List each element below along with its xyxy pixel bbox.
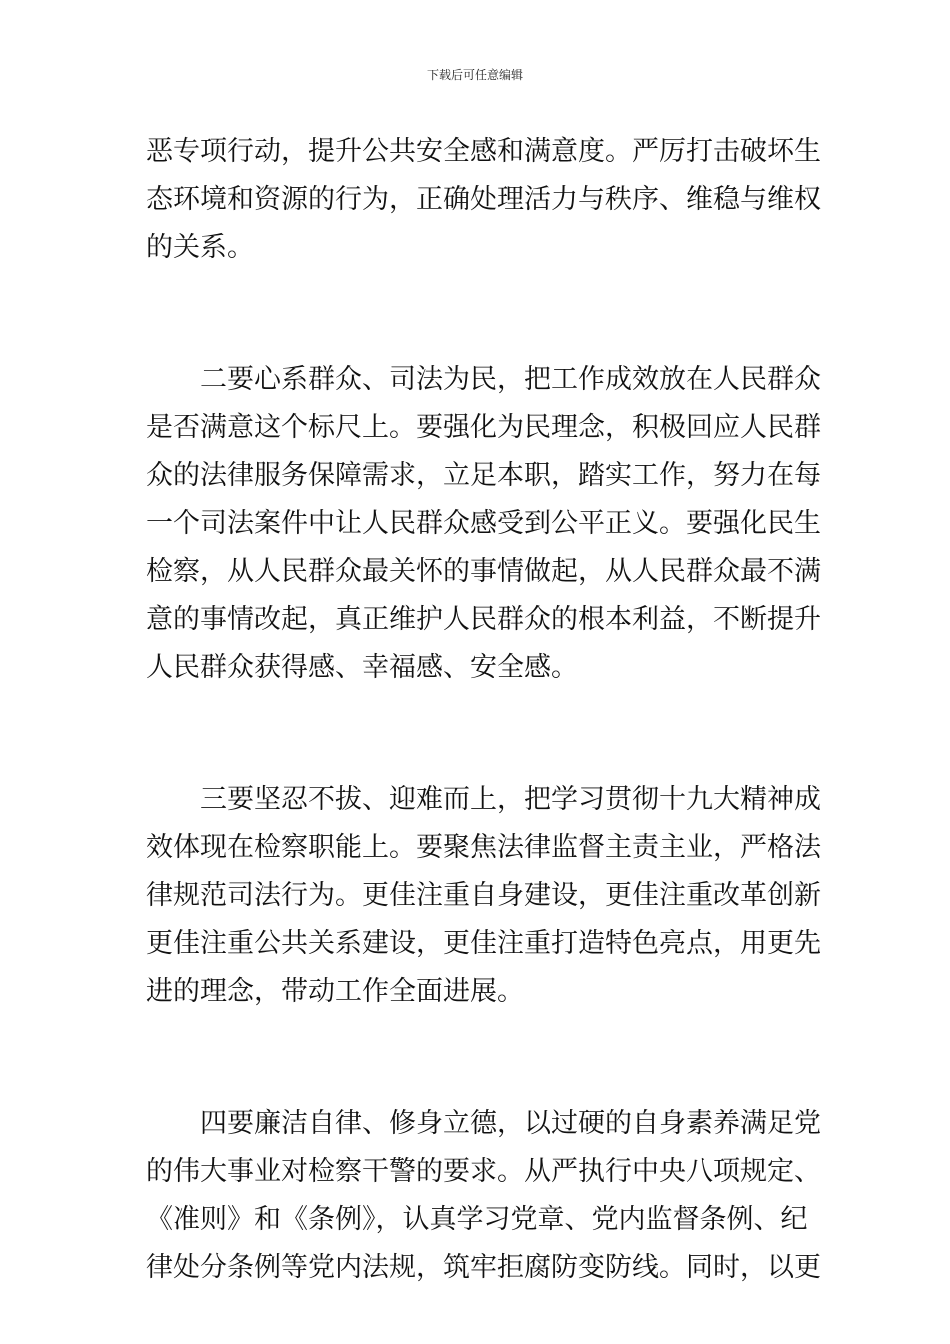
text-line: 进的理念，带动工作全面进展。 <box>146 976 524 1007</box>
text-line: 律规范司法行为。更佳注重自身建设，更佳注重改革创新 <box>146 880 821 911</box>
text-line: 四要廉洁自律、修身立德，以过硬的自身素养满足党 <box>200 1108 821 1139</box>
text-line: 效体现在检察职能上。要聚焦法律监督主责主业，严格法 <box>146 832 821 863</box>
text-line: 是否满意这个标尺上。要强化为民理念，积极回应人民群 <box>146 412 821 443</box>
text-line: 一个司法案件中让人民群众感受到公平正义。要强化民生 <box>146 508 821 539</box>
text-line: 检察，从人民群众最关怀的事情做起，从人民群众最不满 <box>146 556 821 587</box>
text-line: 众的法律服务保障需求，立足本职，踏实工作，努力在每 <box>146 460 821 491</box>
text-line: 恶专项行动，提升公共安全感和满意度。严厉打击破坏生 <box>146 136 821 167</box>
paragraph-4 <box>146 1100 821 1292</box>
paragraph-gap <box>146 692 806 776</box>
text-line: 律处分条例等党内法规，筑牢拒腐防变防线。同时，以更 <box>146 1252 821 1283</box>
text-line: 三要坚忍不拔、迎难而上，把学习贯彻十九大精神成 <box>200 784 821 815</box>
paragraph-3 <box>146 776 821 1016</box>
text-line: 二要心系群众、司法为民，把工作成效放在人民群众 <box>200 364 821 395</box>
text-line: 的关系。 <box>146 232 254 263</box>
text-line: 人民群众获得感、幸福感、安全感。 <box>146 652 578 683</box>
text-line: 《准则》和《条例》，认真学习党章、党内监督条例、纪 <box>146 1204 808 1235</box>
text-line: 的伟大事业对检察干警的要求。从严执行中央八项规定、 <box>146 1156 821 1187</box>
page-header: 下载后可任意编辑 <box>426 68 523 82</box>
paragraph-gap <box>146 1016 806 1100</box>
paragraph-1 <box>146 128 821 272</box>
document-body <box>146 128 821 1292</box>
text-line: 态环境和资源的行为，正确处理活力与秩序、维稳与维权 <box>146 184 821 215</box>
paragraph-2 <box>146 356 821 692</box>
text-line: 更佳注重公共关系建设，更佳注重打造特色亮点，用更先 <box>146 928 821 959</box>
text-line: 意的事情改起，真正维护人民群众的根本利益，不断提升 <box>146 604 821 635</box>
paragraph-gap <box>146 272 806 356</box>
